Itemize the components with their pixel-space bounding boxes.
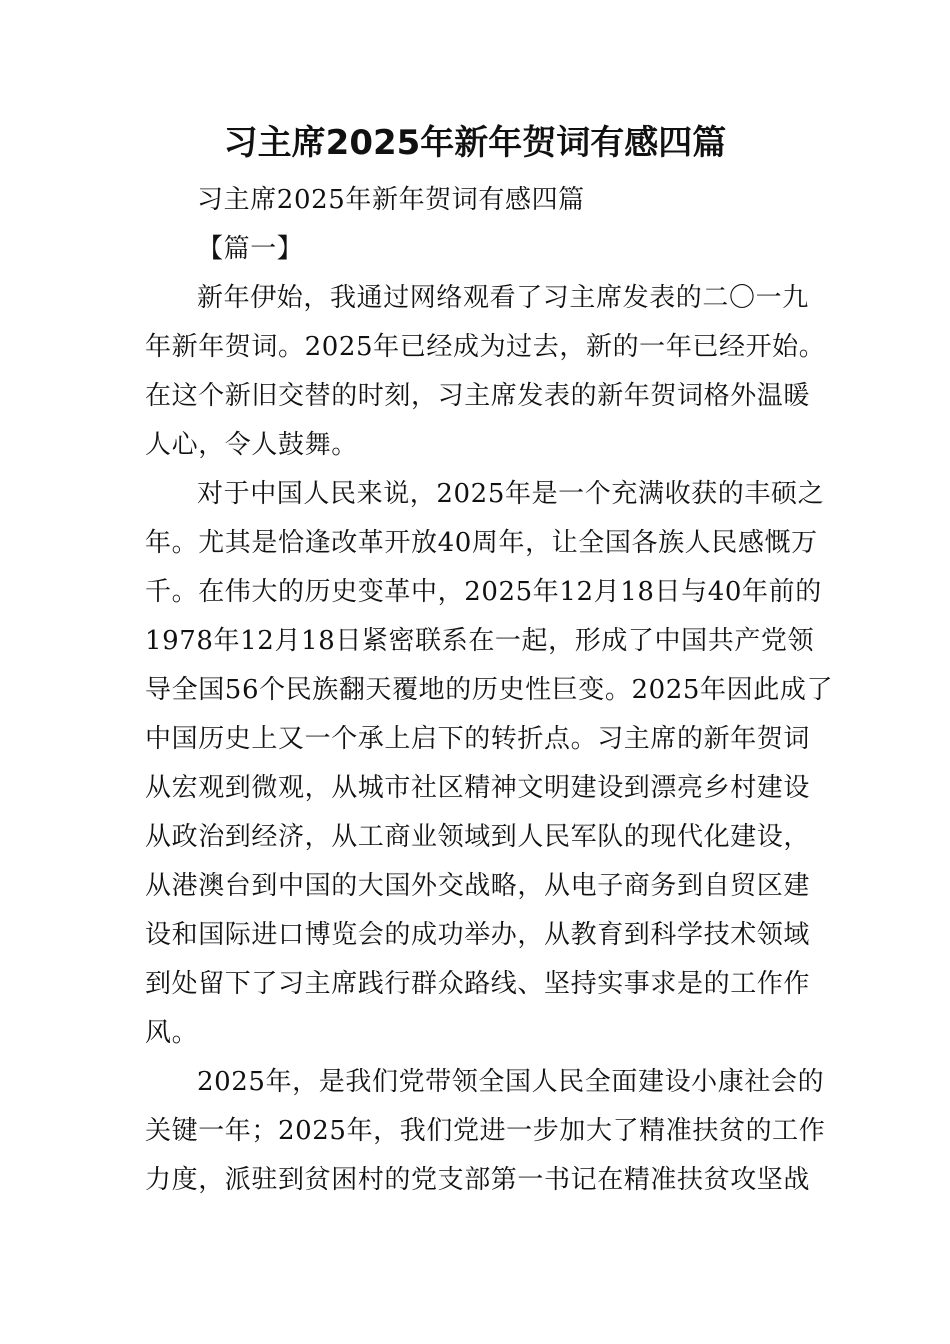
paragraph-line: 1978年12月18日紧密联系在一起，形成了中国共产党领 (145, 626, 815, 656)
paragraph-line: 中国历史上又一个承上启下的转折点。习主席的新年贺词 (145, 724, 811, 754)
section-label: 【篇一】 (197, 234, 304, 264)
paragraph-line: 从政治到经济，从工商业领域到人民军队的现代化建设， (145, 822, 811, 852)
paragraph-line: 从宏观到微观，从城市社区精神文明建设到漂亮乡村建设 (145, 773, 811, 803)
paragraph-line: 设和国际进口博览会的成功举办，从教育到科学技术领域 (145, 920, 811, 950)
paragraph-line: 导全国56个民族翻天覆地的历史性巨变。2025年因此成了 (145, 675, 834, 705)
paragraph-line: 关键一年；2025年，我们党进一步加大了精准扶贫的工作 (145, 1116, 826, 1146)
paragraph-line: 到处留下了习主席践行群众路线、坚持实事求是的工作作 (145, 969, 811, 999)
paragraph-line: 年。尤其是恰逢改革开放40周年，让全国各族人民感慨万 (145, 528, 818, 558)
paragraph-1 (145, 274, 826, 470)
paragraph-line: 对于中国人民来说，2025年是一个充满收获的丰硕之 (197, 479, 825, 509)
paragraph-line: 在这个新旧交替的时刻，习主席发表的新年贺词格外温暖 (145, 381, 811, 411)
paragraph-line: 千。在伟大的历史变革中，2025年12月18日与40年前的 (145, 577, 822, 607)
document-title: 习主席2025年新年贺词有感四篇 (223, 123, 727, 163)
document-body (145, 176, 834, 1205)
paragraph-line: 从港澳台到中国的大国外交战略，从电子商务到自贸区建 (145, 871, 811, 901)
paragraph-line: 2025年，是我们党带领全国人民全面建设小康社会的 (197, 1067, 825, 1097)
document-subtitle: 习主席2025年新年贺词有感四篇 (197, 185, 585, 215)
paragraph-2 (145, 470, 834, 1058)
paragraph-3 (145, 1058, 826, 1205)
paragraph-line: 年新年贺词。2025年已经成为过去，新的一年已经开始。 (145, 332, 826, 362)
paragraph-line: 风。 (145, 1018, 199, 1048)
paragraph-line: 人心，令人鼓舞。 (145, 430, 358, 460)
paragraph-line: 力度，派驻到贫困村的党支部第一书记在精准扶贫攻坚战 (145, 1165, 811, 1195)
paragraph-line: 新年伊始，我通过网络观看了习主席发表的二〇一九 (197, 283, 809, 313)
